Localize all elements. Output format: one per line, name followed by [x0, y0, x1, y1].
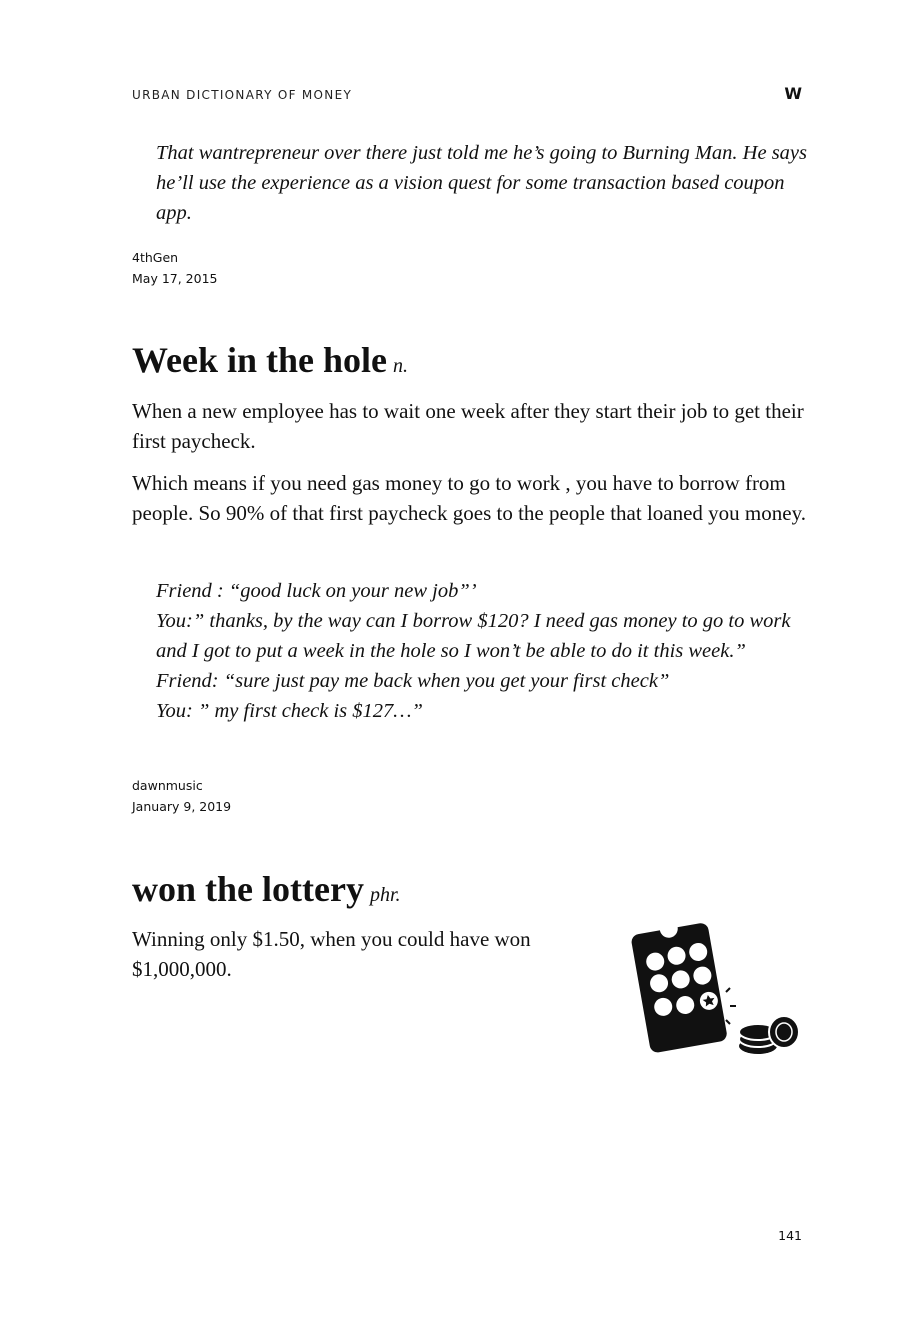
example-quote — [156, 138, 816, 228]
definition-paragraph: Which means if you need gas money to go to work , you have to borrow from people. So 90% of that first paycheck goes to the people that loaned you money. — [132, 471, 806, 525]
definition-paragraph: Winning only $1.50, when you could have won $1,000,000. — [132, 927, 531, 981]
entry-date: May 17, 2015 — [132, 271, 218, 286]
definition — [132, 924, 587, 996]
quote-line: Friend : “good luck on your new job”’ — [156, 580, 477, 602]
example-quote — [156, 576, 801, 726]
quote-line: Friend: “sure just pay me back when you get your first check” — [156, 670, 670, 692]
lottery-ticket-and-coins-icon — [630, 922, 806, 1062]
headword-text: Week in the hole — [132, 340, 388, 380]
entry-date: January 9, 2019 — [132, 799, 232, 814]
entry-meta — [132, 247, 217, 289]
headword-text: won the lottery — [132, 869, 364, 909]
quote-line: That wantrepreneur over there just told me he’s going to Burning Man. He says he’ll use the experience as a vision quest for some transaction based coupon app. — [156, 142, 808, 224]
part-of-speech: n. — [393, 355, 409, 377]
running-head: URBAN DICTIONARY OF MONEY — [132, 88, 353, 102]
quote-line: You:” thanks, by the way can I borrow $120? I need gas money to go to work and I got to put a week in the hole so I won’t be able to do it this week.” — [156, 610, 791, 662]
definition — [132, 396, 807, 540]
part-of-speech: phr. — [369, 884, 401, 906]
entry-meta — [132, 775, 231, 817]
page-number: 141 — [778, 1228, 802, 1243]
quote-line: You: ” my first check is $127…” — [156, 700, 423, 722]
coins-icon — [739, 1016, 799, 1054]
section-letter: W — [784, 84, 802, 103]
author-name[interactable]: 4thGen — [132, 250, 179, 265]
definition-paragraph: When a new employee has to wait one week after they start their job to get their first paycheck. — [132, 399, 804, 453]
sparkle-icon — [726, 988, 736, 1024]
headword — [132, 340, 408, 386]
author-name[interactable]: dawnmusic — [132, 778, 203, 793]
headword — [132, 869, 401, 915]
lottery-ticket-icon — [630, 922, 728, 1054]
